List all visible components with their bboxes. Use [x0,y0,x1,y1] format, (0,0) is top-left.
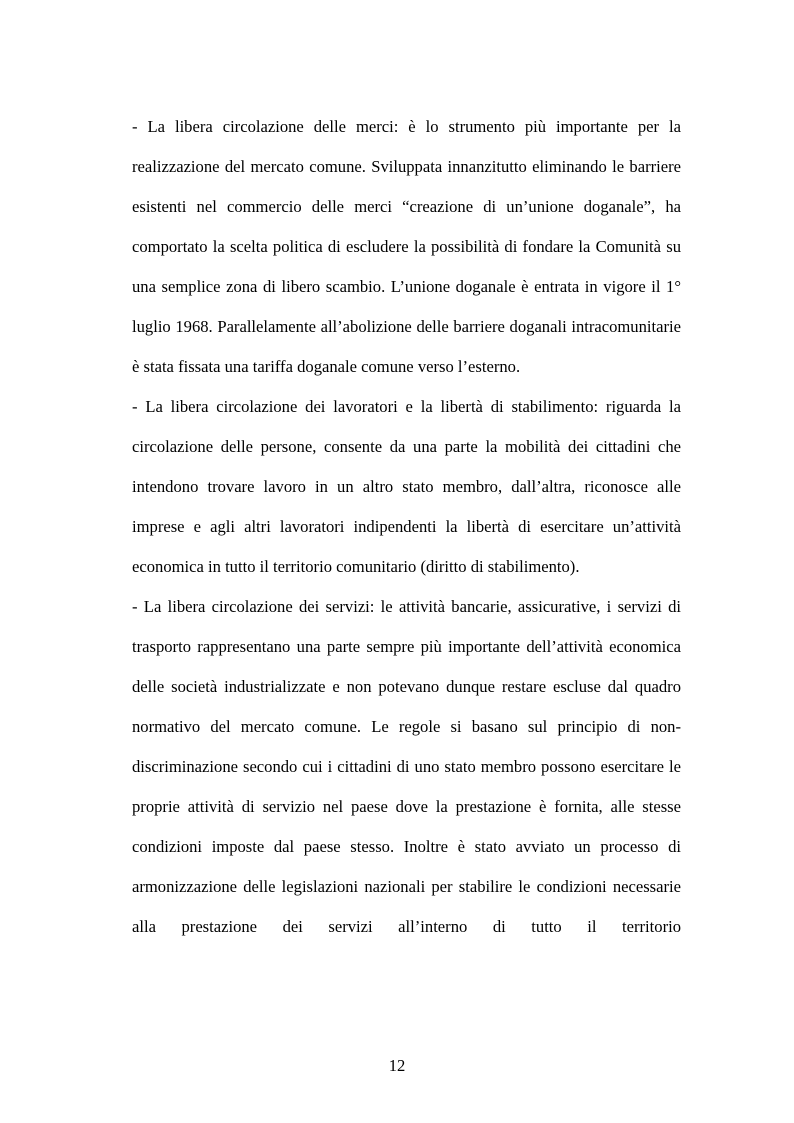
paragraph-free-movement-workers: - La libera circolazione dei lavoratori e la libertà di stabilimento: riguarda la circolazione delle persone, consente da una parte la mobilità dei cittadini che intendono trovare lavoro in un altro stato membro, dall’altra, riconosce alle imprese e agli altri lavoratori indipendenti la libertà di esercitare un’attività economica in tutto il territorio comunitario (diritto di stabilimento). [132,397,681,576]
page-body [132,107,681,947]
paragraph-free-movement-services: - La libera circolazione dei servizi: le attività bancarie, assicurative, i servizi di trasporto rappresentano una parte sempre più importante dell’attività economica delle società industrializzate e non potevano dunque restare escluse dal quadro normativo del mercato comune. Le regole si basano sul principio di non-discriminazione secondo cui i cittadini di uno stato membro possono esercitare le proprie attività di servizio nel paese dove la prestazione è fornita, alle stesse condizioni imposte dal paese stesso. Inoltre è stato avviato un processo di armonizzazione delle legislazioni nazionali per stabilire le condizioni necessarie alla prestazione dei servizi all’interno di tutto il territorio [132,597,681,936]
paragraph-free-movement-goods: - La libera circolazione delle merci: è lo strumento più importante per la realizzazione del mercato comune. Sviluppata innanzitutto eliminando le barriere esistenti nel commercio delle merci “creazione di un’unione doganale”, ha comportato la scelta politica di escludere la possibilità di fondare la Comunità su una semplice zona di libero scambio. L’unione doganale è entrata in vigore il 1° luglio 1968. Parallelamente all’abolizione delle barriere doganali intracomunitarie è stata fissata una tariffa doganale comune verso l’esterno. [132,117,681,376]
page-number: 12 [388,1056,406,1075]
